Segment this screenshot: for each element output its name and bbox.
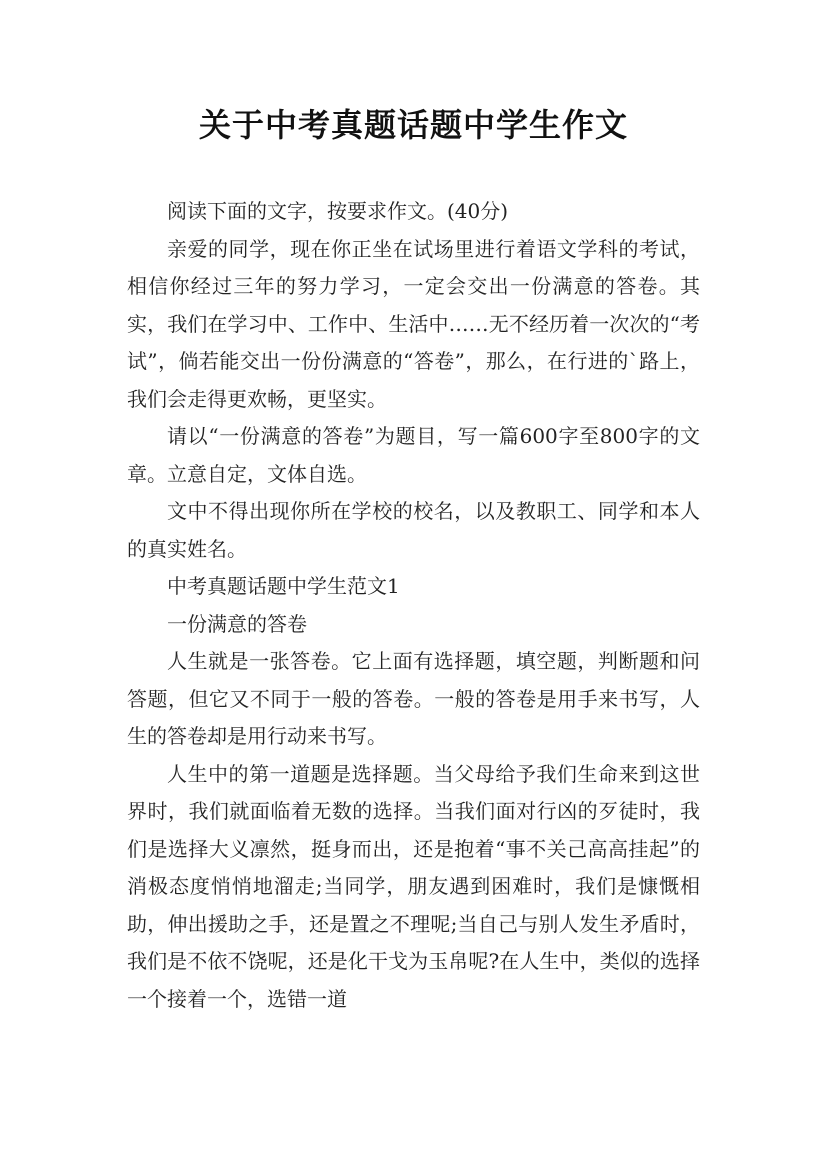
paragraph-essay-title: 一份满意的答卷 <box>167 611 307 636</box>
paragraph-instructions: 阅读下面的文字，按要求作文。(40分) <box>167 199 509 223</box>
paragraph-essay-2: 人生中的第一道题是选择题。当父母给予我们生命来到这世界时，我们就面临着无数的选择。当我们面对行凶的歹徒时，我们是选择大义凛然，挺身而出，还是抱着“事不关己高高挂起”的消极态度悄悄地溜走;当同学，朋友遇到困难时，我们是慷慨相助，伸出援助之手，还是置之不理呢;当自己与别人发生矛盾时，我们是不依不饶呢，还是化干戈为玉帛呢?在人生中，类似的选择一个接着一个，选错一道 <box>127 761 700 1011</box>
document-title: 关于中考真题话题中学生作文 <box>198 106 628 144</box>
paragraph-essay-1: 人生就是一张答卷。它上面有选择题，填空题，判断题和问答题，但它又不同于一般的答卷。一般的答卷是用手来书写，人生的答卷却是用行动来书写。 <box>127 649 700 748</box>
paragraph-essay-heading: 中考真题话题中学生范文1 <box>167 574 400 598</box>
paragraph-rules: 文中不得出现你所在学校的校名，以及教职工、同学和本人的真实姓名。 <box>127 499 700 561</box>
document-body <box>127 193 700 1018</box>
paragraph-prompt: 亲爱的同学，现在你正坐在试场里进行着语文学科的考试，相信你经过三年的努力学习，一定会交出一份满意的答卷。其实，我们在学习中、工作中、生活中……无不经历着一次次的“考试”，倘若能交出一份份满意的“答卷”，那么，在行进的`路上，我们会走得更欢畅，更坚实。 <box>127 236 700 411</box>
paragraph-task: 请以“一份满意的答卷”为题目，写一篇600字至800字的文章。立意自定，文体自选。 <box>127 424 700 486</box>
